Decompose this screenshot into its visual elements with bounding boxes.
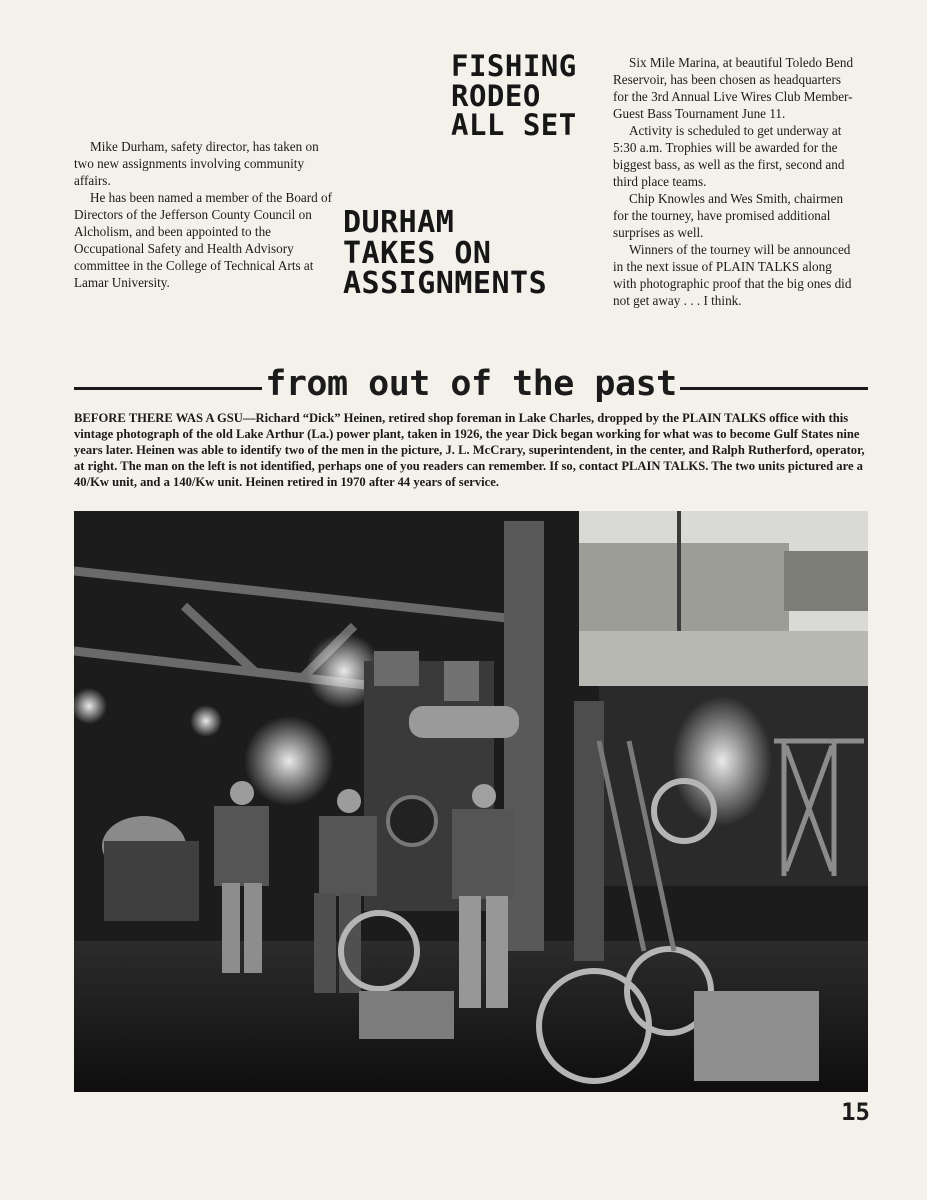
banner-rule-left xyxy=(74,387,262,390)
fishing-article-body xyxy=(613,54,858,309)
fishing-rodeo-headline xyxy=(451,49,577,143)
headline-line: ASSIGNMENTS xyxy=(343,266,548,302)
headline-line: FISHING xyxy=(451,49,577,83)
section-banner xyxy=(74,362,868,406)
article-paragraph: He has been named a member of the Board of Directors of the Jefferson County Council on Alcholism, and been appointed to the Occupational Safety and Health Advisory committee in the College of Technical Arts at Lamar University. xyxy=(74,190,333,290)
article-paragraph: Mike Durham, safety director, has taken on two new assignments involving community affairs. xyxy=(74,139,319,188)
article-paragraph: Six Mile Marina, at beautiful Toledo Bend Reservoir, has been chosen as headquarters for the 3rd Annual Live Wires Club Member-Guest Bass Tournament June 11. xyxy=(613,55,854,121)
photo-illustration xyxy=(74,511,868,1092)
article-paragraph: Winners of the tourney will be announced in the next issue of PLAIN TALKS along with photographic proof that the big ones did not get away . . . I think. xyxy=(613,242,852,308)
durham-article-body xyxy=(74,138,336,291)
section-title: from out of the past xyxy=(265,364,677,404)
article-paragraph: Chip Knowles and Wes Smith, chairmen for the tourney, have promised additional surprises as well. xyxy=(613,191,844,240)
durham-headline xyxy=(343,205,548,302)
headline-line: RODEO xyxy=(451,78,541,113)
photo-caption: BEFORE THERE WAS A GSU—Richard “Dick” Heinen, retired shop foreman in Lake Charles, dropped by the PLAIN TALKS office with this vintage photograph of the old Lake Arthur (La.) power plant, taken in 1926, the year Dick began working for what was to become Gulf States nine years later. Heinen was able to identify two of the men in the picture, J. L. McCrary, superintendent, in the center, and Ralph Rutherford, operator, at right. The man on the left is not identified, perhaps one of you readers can remember. If so, contact PLAIN TALKS. The two units pictured are a 40/Kw unit, and a 140/Kw unit. Heinen retired in 1970 after 44 years of service. xyxy=(74,411,865,489)
article-paragraph: Activity is scheduled to get underway at 5:30 a.m. Trophies will be awarded for the biggest bass, as well as the first, second and third place teams. xyxy=(613,123,845,189)
vintage-power-plant-photo xyxy=(74,511,868,1092)
headline-line: TAKES ON xyxy=(343,235,492,271)
headline-line: ALL SET xyxy=(451,108,577,143)
page-number: 15 xyxy=(841,1098,870,1126)
headline-line: DURHAM xyxy=(343,205,455,240)
banner-rule-right xyxy=(680,387,868,390)
